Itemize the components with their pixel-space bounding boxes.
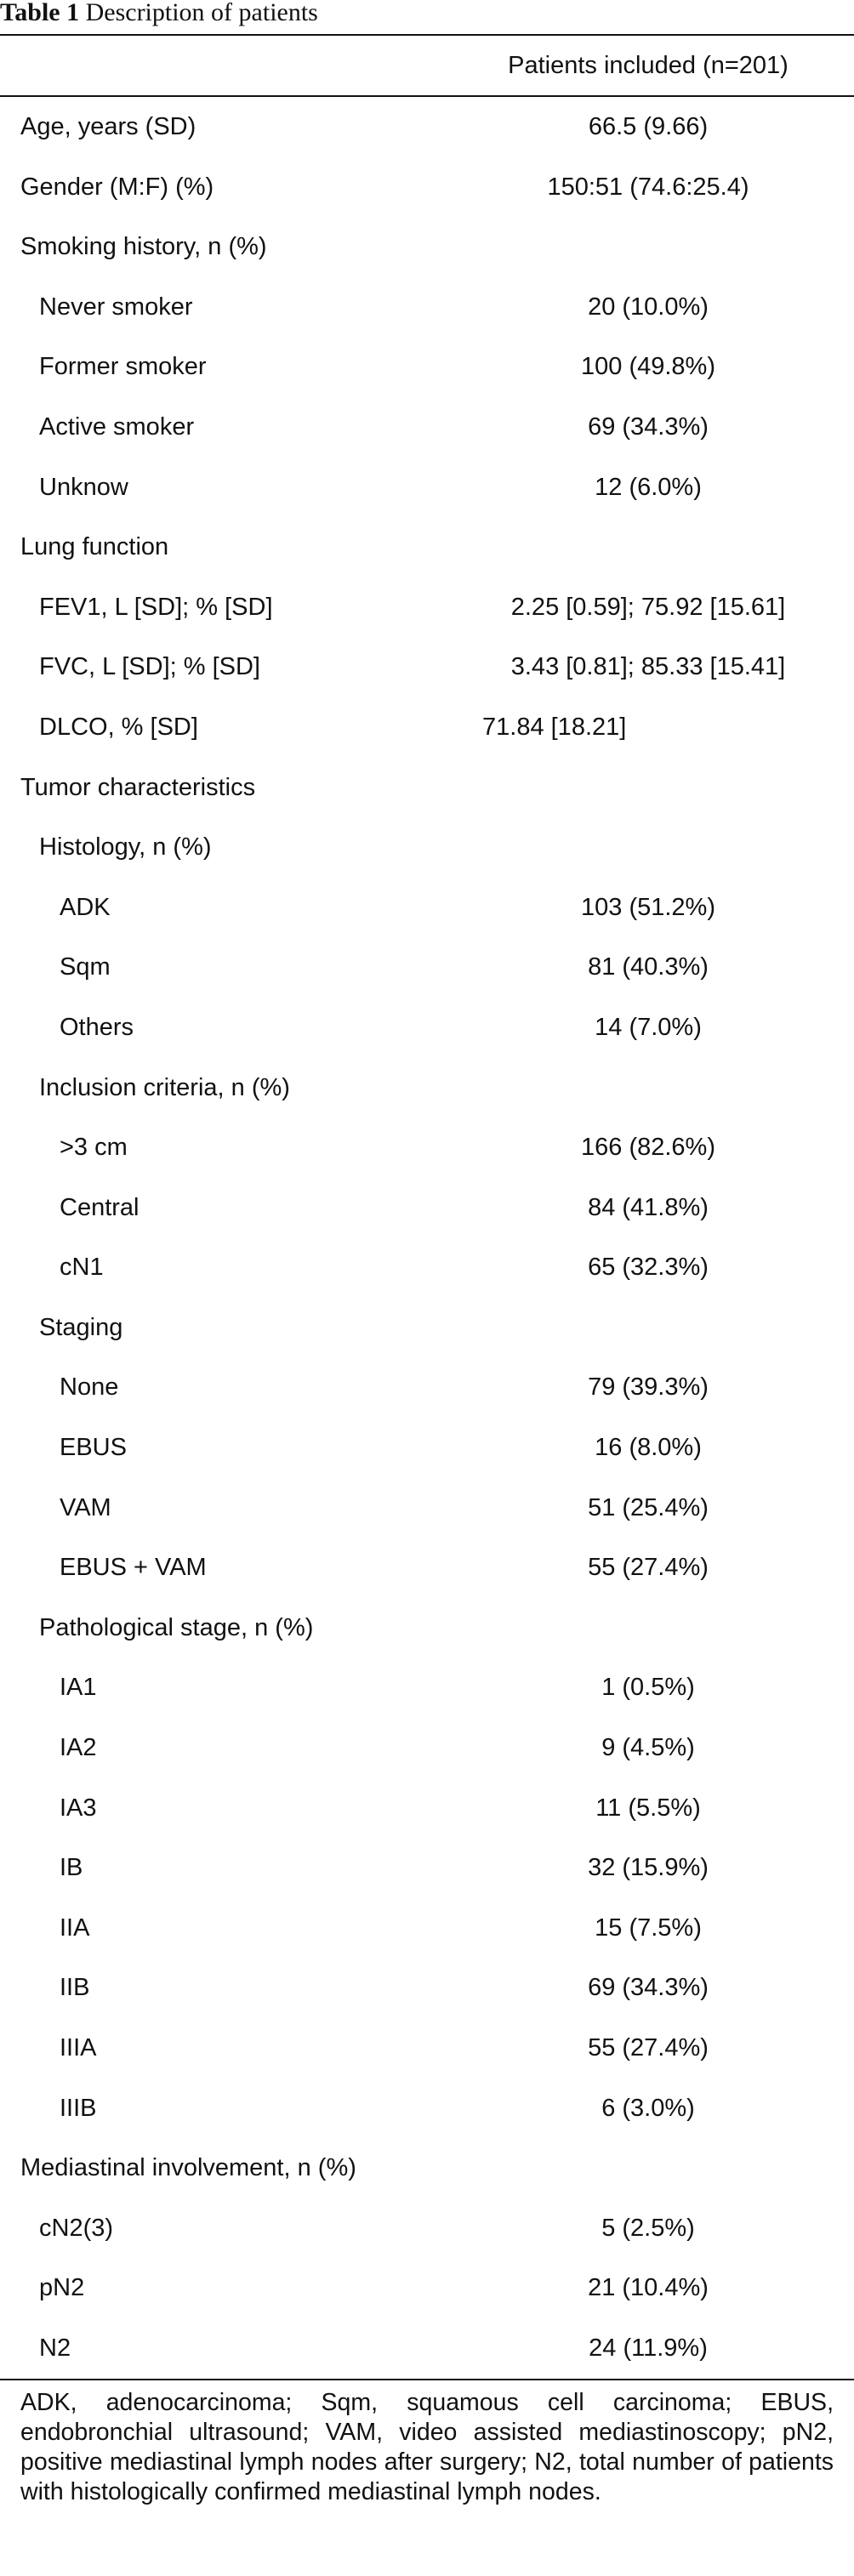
table-footnote: ADK, adenocarcinoma; Sqm, squamous cell carcinoma; EBUS, endobronchial ultrasound; VAM, video assisted mediastinoscopy; pN2, positive mediastinal lymph nodes after surgery; N2, total number of patients with histologically confirmed mediastinal lymph nodes.	[20, 2389, 834, 2505]
table-body	[0, 97, 854, 2379]
row-value: 66.5 (9.66)	[588, 113, 709, 140]
table-row	[0, 998, 854, 1058]
table-row	[0, 1958, 854, 2018]
row-label: None	[60, 1373, 119, 1402]
column-header-patients: Patients included (n=201)	[508, 52, 789, 79]
row-value: 69 (34.3%)	[588, 412, 709, 441]
row-value: 166 (82.6%)	[581, 1134, 715, 1162]
row-value: 24 (11.9%)	[589, 2334, 708, 2362]
row-value: 6 (3.0%)	[601, 2094, 695, 2122]
row-label: Sqm	[60, 953, 111, 981]
row-label: Lung function	[20, 533, 169, 561]
table-row	[0, 758, 854, 818]
row-label: Inclusion criteria, n (%)	[39, 1073, 290, 1101]
row-label: Pathological stage, n (%)	[39, 1613, 314, 1641]
row-value: 11 (5.5%)	[595, 1794, 701, 1822]
row-value	[442, 517, 854, 577]
row-value: 20 (10.0%)	[588, 293, 709, 321]
table-row	[0, 1838, 854, 1898]
row-label: FEV1, L [SD]; % [SD]	[39, 593, 273, 621]
table-row	[0, 1478, 854, 1538]
row-label: Smoking history, n (%)	[20, 233, 267, 261]
row-label: Gender (M:F) (%)	[20, 173, 214, 201]
table-row	[0, 1718, 854, 1778]
row-value: 9 (4.5%)	[601, 1734, 695, 1762]
row-label: DLCO, % [SD]	[39, 713, 198, 741]
table-row	[0, 1598, 854, 1658]
table-row	[0, 397, 854, 458]
row-label: >3 cm	[60, 1134, 128, 1162]
row-value: 21 (10.4%)	[588, 2274, 709, 2302]
table-row	[0, 1658, 854, 1718]
row-label: N2	[39, 2334, 71, 2362]
table-row	[0, 2078, 854, 2139]
table-row	[0, 1178, 854, 1238]
row-label: Never smoker	[39, 293, 193, 321]
row-value	[442, 2138, 854, 2198]
row-value	[442, 1058, 854, 1118]
row-label: VAM	[60, 1493, 111, 1521]
row-label: Tumor characteristics	[20, 773, 256, 801]
row-value: 65 (32.3%)	[588, 1254, 709, 1282]
row-value: 84 (41.8%)	[588, 1193, 709, 1221]
row-value: 81 (40.3%)	[588, 953, 709, 981]
row-value: 150:51 (74.6:25.4)	[547, 173, 749, 201]
table-row	[0, 637, 854, 697]
row-label: Staging	[39, 1313, 123, 1341]
row-label: IIA	[60, 1914, 90, 1942]
table-row	[0, 1898, 854, 1959]
table-row	[0, 1778, 854, 1839]
table-row	[0, 817, 854, 878]
bottom-rule	[0, 2379, 854, 2380]
row-label: IA1	[60, 1674, 97, 1702]
row-label: cN2(3)	[39, 2214, 114, 2242]
table-row	[0, 517, 854, 577]
row-label: Active smoker	[39, 412, 195, 441]
row-value: 100 (49.8%)	[581, 353, 715, 381]
row-label: IIIA	[60, 2034, 97, 2061]
row-label: Others	[60, 1013, 134, 1041]
table-number: Table 1	[0, 0, 80, 26]
table-row	[0, 1357, 854, 1418]
row-value: 69 (34.3%)	[588, 1974, 709, 2002]
table-row	[0, 2318, 854, 2379]
table-row	[0, 1538, 854, 1598]
table-header	[0, 36, 854, 95]
row-value: 12 (6.0%)	[595, 473, 702, 501]
table-row	[0, 878, 854, 938]
row-value: 3.43 [0.81]; 85.33 [15.41]	[510, 653, 786, 681]
row-label: cN1	[60, 1254, 104, 1282]
row-label: EBUS + VAM	[60, 1554, 207, 1582]
table-row	[0, 2198, 854, 2259]
row-value: 55 (27.4%)	[588, 1554, 709, 1582]
table-row	[0, 2018, 854, 2078]
row-value: 15 (7.5%)	[595, 1914, 702, 1942]
row-value: 2.25 [0.59]; 75.92 [15.61]	[510, 593, 786, 621]
table-row	[0, 2138, 854, 2198]
row-label: EBUS	[60, 1434, 127, 1462]
row-value	[442, 1598, 854, 1658]
row-value: 51 (25.4%)	[588, 1493, 709, 1521]
row-value: 71.84 [18.21]	[482, 713, 627, 741]
row-value: 1 (0.5%)	[601, 1674, 695, 1702]
row-value: 32 (15.9%)	[588, 1854, 709, 1882]
table-row	[0, 1418, 854, 1478]
table-row	[0, 157, 854, 218]
row-value	[442, 217, 854, 277]
row-label: Central	[60, 1193, 139, 1221]
row-label: Former smoker	[39, 353, 207, 381]
table-row	[0, 697, 854, 758]
row-value: 5 (2.5%)	[601, 2214, 695, 2242]
table-row	[0, 217, 854, 277]
row-label: ADK	[60, 893, 111, 921]
row-label: IB	[60, 1854, 83, 1882]
row-value	[442, 758, 854, 818]
row-label: IA2	[60, 1734, 97, 1762]
row-label: IIIB	[60, 2094, 97, 2122]
row-label: Histology, n (%)	[39, 833, 212, 862]
row-label: Age, years (SD)	[20, 113, 196, 140]
row-value: 103 (51.2%)	[581, 893, 715, 921]
table-row	[0, 1237, 854, 1298]
table-row	[0, 2258, 854, 2318]
table-row	[0, 577, 854, 638]
row-value: 55 (27.4%)	[588, 2034, 709, 2061]
row-value: 14 (7.0%)	[595, 1013, 702, 1041]
table-row	[0, 97, 854, 157]
row-label: Mediastinal involvement, n (%)	[20, 2154, 356, 2182]
row-value	[442, 1298, 854, 1358]
row-label: IIB	[60, 1974, 90, 2002]
row-label: FVC, L [SD]; % [SD]	[39, 653, 260, 681]
row-label: pN2	[39, 2274, 85, 2302]
table-title: Description of patients	[85, 0, 318, 26]
table-row	[0, 458, 854, 518]
table-caption	[0, 0, 318, 32]
table-row	[0, 1058, 854, 1118]
row-label: IA3	[60, 1794, 97, 1822]
table-row	[0, 1117, 854, 1178]
row-value: 79 (39.3%)	[588, 1373, 709, 1402]
table-row	[0, 1298, 854, 1358]
table-row	[0, 937, 854, 998]
row-value: 16 (8.0%)	[595, 1434, 702, 1462]
table-row	[0, 277, 854, 338]
row-value	[442, 817, 854, 878]
table-row	[0, 337, 854, 397]
row-label: Unknow	[39, 473, 128, 501]
